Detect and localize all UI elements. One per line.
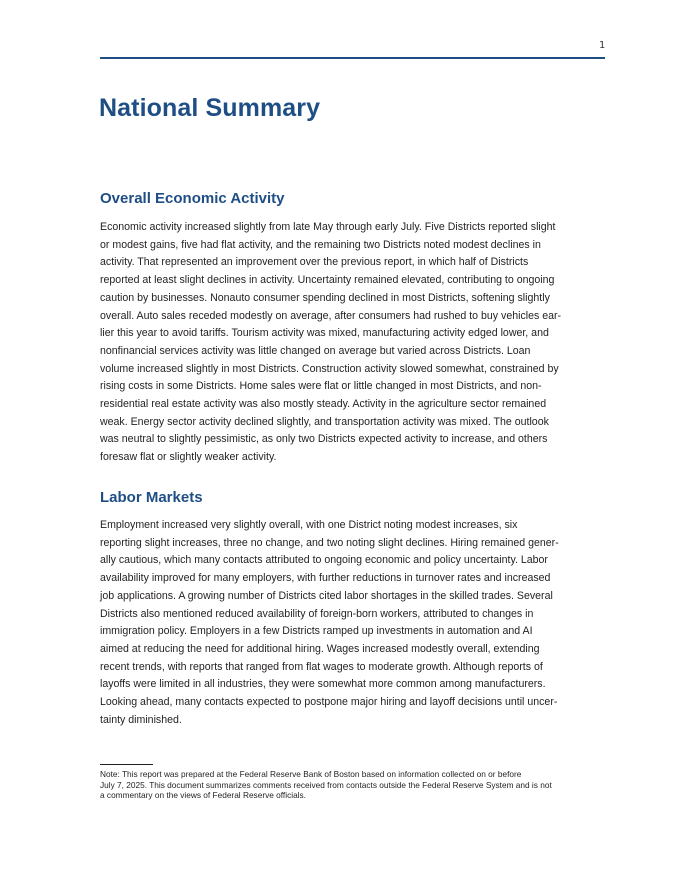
text-line: volume increased slightly in most Districts. Construction activity slowed somewhat, constrained by <box>100 362 559 375</box>
page-number: 1 <box>598 40 605 51</box>
section-heading-labor-markets: Labor Markets <box>100 489 203 506</box>
text-line: reported at least slight declines in activity. Uncertainty remained elevated, contributing to ongoing <box>100 274 555 287</box>
paragraph-overall-economic-activity <box>100 219 582 467</box>
text-line: ally cautious, which many contacts attributed to ongoing economic and policy uncertainty. Labor <box>100 554 548 567</box>
text-line: immigration policy. Employers in a few Districts ramped up investments in automation and AI <box>100 625 533 638</box>
footnote <box>100 769 590 801</box>
footnote-rule <box>100 764 153 765</box>
text-line: foresaw flat or slightly weaker activity. <box>100 451 277 464</box>
text-line: rising costs in some Districts. Home sales were flat or little changed in most Districts, and non- <box>100 380 542 393</box>
text-line: availability improved for many employers, with further reductions in turnover rates and increased <box>100 572 551 585</box>
footnote-line: Note: This report was prepared at the Federal Reserve Bank of Boston based on information collected on or before <box>100 769 522 779</box>
text-line: recent trends, with reports that ranged from flat wages to moderate growth. Although reports of <box>100 660 543 673</box>
text-line: lier this year to avoid tariffs. Tourism activity was mixed, manufacturing activity edged lower, and <box>100 327 549 340</box>
text-line: Districts also mentioned reduced availability of foreign-born workers, attributed to changes in <box>100 607 534 620</box>
footnote-line: a commentary on the views of Federal Reserve officials. <box>100 790 306 800</box>
footnote-line: July 7, 2025. This document summarizes comments received from contacts outside the Federal Reserve System and is not <box>100 779 552 790</box>
text-line: was neutral to slightly pessimistic, as only two Districts expected activity to increase, and others <box>100 433 548 446</box>
header-rule <box>100 57 605 59</box>
text-line: activity. That represented an improvement over the previous report, in which half of Districts <box>100 256 529 269</box>
text-line: weak. Energy sector activity declined slightly, and transportation activity was mixed. The outlook <box>100 415 549 428</box>
text-line: Looking ahead, many contacts expected to postpone major hiring and layoff decisions until uncer- <box>100 696 558 709</box>
text-line: Economic activity increased slightly from late May through early July. Five Districts reported slight <box>100 221 556 233</box>
text-line: reporting slight increases, three no change, and two noting slight declines. Hiring remained gener- <box>100 536 559 549</box>
text-line: nonfinancial services activity was little changed on average but varied across Districts. Loan <box>100 344 531 357</box>
section-heading-overall-economic-activity: Overall Economic Activity <box>100 190 285 207</box>
text-line: tainty diminished. <box>100 713 182 726</box>
text-line: or modest gains, five had flat activity, and the remaining two Districts noted modest declines in <box>100 238 541 251</box>
text-line: aimed at reducing the need for additional hiring. Wages increased modestly overall, extending <box>100 642 540 655</box>
page-title: National Summary <box>99 94 321 122</box>
text-line: job applications. A growing number of Districts cited labor shortages in the skilled trades. Several <box>100 589 553 602</box>
text-line: caution by businesses. Nonauto consumer spending declined in most Districts, softening slightly <box>100 291 550 304</box>
paragraph-labor-markets <box>100 517 582 729</box>
text-line: overall. Auto sales receded modestly on average, after consumers had rushed to buy vehicles ear- <box>100 309 562 322</box>
text-line: Employment increased very slightly overall, with one District noting modest increases, six <box>100 519 518 531</box>
text-line: layoffs were limited in all industries, they were somewhat more common among manufacturers. <box>100 678 546 691</box>
text-line: residential real estate activity was also mostly steady. Activity in the agriculture sector remained <box>100 398 547 411</box>
